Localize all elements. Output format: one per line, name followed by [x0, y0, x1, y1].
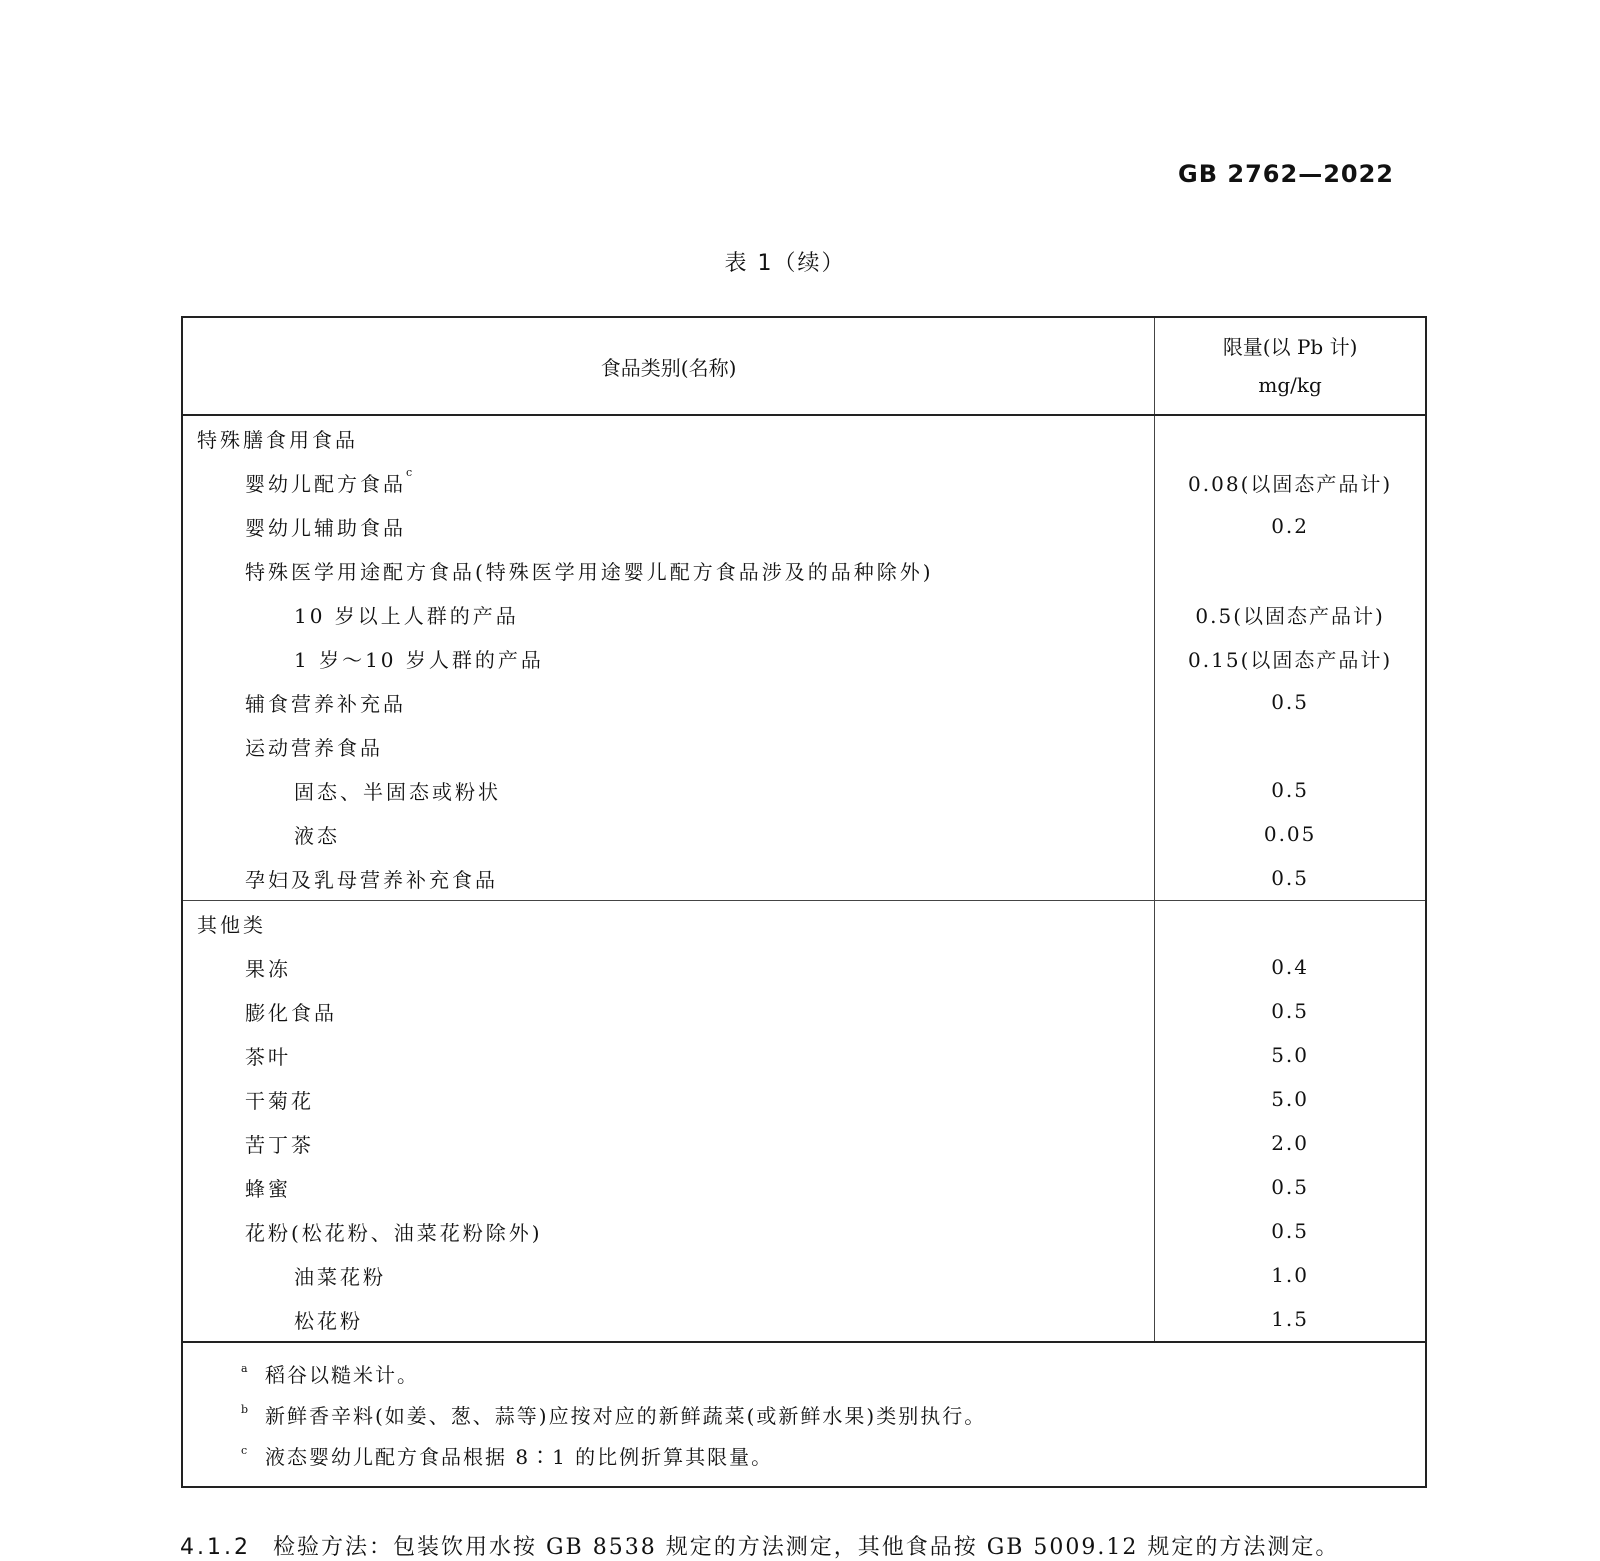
limit-cell: 0.05: [1155, 812, 1425, 856]
footnote: [183, 1396, 1425, 1437]
food-name: 婴幼儿配方食品: [245, 471, 406, 496]
table-row: [183, 1033, 1425, 1077]
table-row: [183, 1165, 1425, 1209]
limit-cell: 0.5: [1155, 989, 1425, 1033]
limit-cell: 0.5: [1155, 1165, 1425, 1209]
footnote: [183, 1437, 1425, 1478]
limit-cell: 0.2: [1155, 504, 1425, 548]
food-name: 特殊膳食用食品: [197, 427, 358, 452]
table-row: [183, 989, 1425, 1033]
limit-cell: 0.5: [1155, 1209, 1425, 1253]
food-category-cell: [183, 945, 1155, 989]
limit-cell: 0.5: [1155, 768, 1425, 812]
limit-cell: 1.0: [1155, 1253, 1425, 1297]
food-category-cell: [183, 856, 1155, 901]
food-name: 干菊花: [245, 1088, 314, 1113]
footnote-text: 液态婴幼儿配方食品根据 8∶1 的比例折算其限量。: [265, 1445, 774, 1469]
food-category-cell: [183, 812, 1155, 856]
limit-cell: 0.08(以固态产品计): [1155, 460, 1425, 504]
clause-text: 检验方法：包装饮用水按 GB 8538 规定的方法测定，其他食品按 GB 5009.12 规定的方法测定。: [272, 1535, 1340, 1560]
limit-cell: [1155, 548, 1425, 592]
footnote-text: 新鲜香辛料(如姜、葱、蒜等)应按对应的新鲜蔬菜(或新鲜水果)类别执行。: [265, 1404, 987, 1428]
table-footnotes: [183, 1343, 1425, 1486]
standard-number: GB 2762—2022: [1178, 160, 1394, 188]
food-name: 特殊医学用途配方食品(特殊医学用途婴儿配方食品涉及的品种除外): [245, 559, 934, 584]
table-row: [183, 1253, 1425, 1297]
table-row: [183, 415, 1425, 460]
footnote-text: 稻谷以糙米计。: [265, 1363, 419, 1387]
limit-cell: 1.5: [1155, 1297, 1425, 1342]
food-name: 辅食营养补充品: [245, 691, 406, 716]
table-row: [183, 768, 1425, 812]
header-food-category: 食品类别(名称): [183, 318, 1155, 415]
food-category-cell: [183, 1077, 1155, 1121]
food-category-cell: [183, 768, 1155, 812]
food-category-cell: [183, 724, 1155, 768]
limit-cell: 0.5(以固态产品计): [1155, 592, 1425, 636]
food-category-cell: [183, 504, 1155, 548]
food-name: 其他类: [197, 912, 266, 937]
clause-number: 4.1.2: [180, 1535, 251, 1560]
food-category-cell: [183, 1121, 1155, 1165]
food-name: 松花粉: [294, 1308, 363, 1333]
food-name: 油菜花粉: [294, 1264, 386, 1289]
food-name: 苦丁茶: [245, 1132, 314, 1157]
footnote-mark: a: [241, 1362, 250, 1375]
food-name: 花粉(松花粉、油菜花粉除外): [245, 1220, 543, 1245]
food-category-cell: [183, 636, 1155, 680]
footnote-mark: c: [241, 1444, 250, 1457]
footnote-ref: c: [406, 465, 416, 479]
table-row: [183, 1297, 1425, 1342]
food-category-cell: [183, 1209, 1155, 1253]
food-category-cell: [183, 1253, 1155, 1297]
limit-cell: 0.4: [1155, 945, 1425, 989]
food-category-cell: [183, 592, 1155, 636]
food-name: 孕妇及乳母营养补充食品: [245, 867, 498, 892]
table-grid: [183, 318, 1425, 1343]
food-name: 固态、半固态或粉状: [294, 779, 501, 804]
clause-4-1-2: [180, 1530, 1339, 1561]
header-limit-label: 限量(以 Pb 计): [1222, 335, 1358, 359]
table-row: [183, 901, 1425, 946]
food-name: 果冻: [245, 956, 291, 981]
food-name: 运动营养食品: [245, 735, 383, 760]
footnote-mark: b: [241, 1403, 251, 1416]
limit-cell: 0.15(以固态产品计): [1155, 636, 1425, 680]
limit-cell: 0.5: [1155, 856, 1425, 901]
food-category-cell: [183, 901, 1155, 946]
food-name: 婴幼儿辅助食品: [245, 515, 406, 540]
table-row: [183, 1077, 1425, 1121]
food-name: 1 岁～10 岁人群的产品: [294, 647, 544, 672]
food-category-cell: [183, 460, 1155, 504]
footnote: [183, 1355, 1425, 1396]
table-row: [183, 504, 1425, 548]
table-row: [183, 856, 1425, 901]
food-category-cell: [183, 1033, 1155, 1077]
food-name: 茶叶: [245, 1044, 291, 1069]
table-row: [183, 636, 1425, 680]
lead-limit-table: [181, 316, 1427, 1488]
table-row: [183, 1209, 1425, 1253]
header-limit-unit: mg/kg: [1258, 373, 1322, 397]
limit-cell: 5.0: [1155, 1033, 1425, 1077]
food-category-cell: [183, 1297, 1155, 1342]
table-row: [183, 1121, 1425, 1165]
limit-cell: [1155, 415, 1425, 460]
limit-cell: [1155, 901, 1425, 946]
table-row: [183, 724, 1425, 768]
table-row: [183, 548, 1425, 592]
header-limit: [1155, 318, 1425, 415]
food-category-cell: [183, 680, 1155, 724]
table-row: [183, 592, 1425, 636]
table-title: 表 1（续）: [724, 251, 846, 276]
table-row: [183, 812, 1425, 856]
food-name: 液态: [294, 823, 340, 848]
food-name: 膨化食品: [245, 1000, 337, 1025]
table-row: [183, 460, 1425, 504]
limit-cell: 5.0: [1155, 1077, 1425, 1121]
table-row: [183, 680, 1425, 724]
limit-cell: 2.0: [1155, 1121, 1425, 1165]
food-name: 10 岁以上人群的产品: [294, 603, 519, 628]
food-category-cell: [183, 548, 1155, 592]
limit-cell: 0.5: [1155, 680, 1425, 724]
table-row: [183, 945, 1425, 989]
food-category-cell: [183, 989, 1155, 1033]
food-name: 蜂蜜: [245, 1176, 291, 1201]
food-category-cell: [183, 1165, 1155, 1209]
table-header-row: [183, 318, 1425, 415]
limit-cell: [1155, 724, 1425, 768]
food-category-cell: [183, 415, 1155, 460]
